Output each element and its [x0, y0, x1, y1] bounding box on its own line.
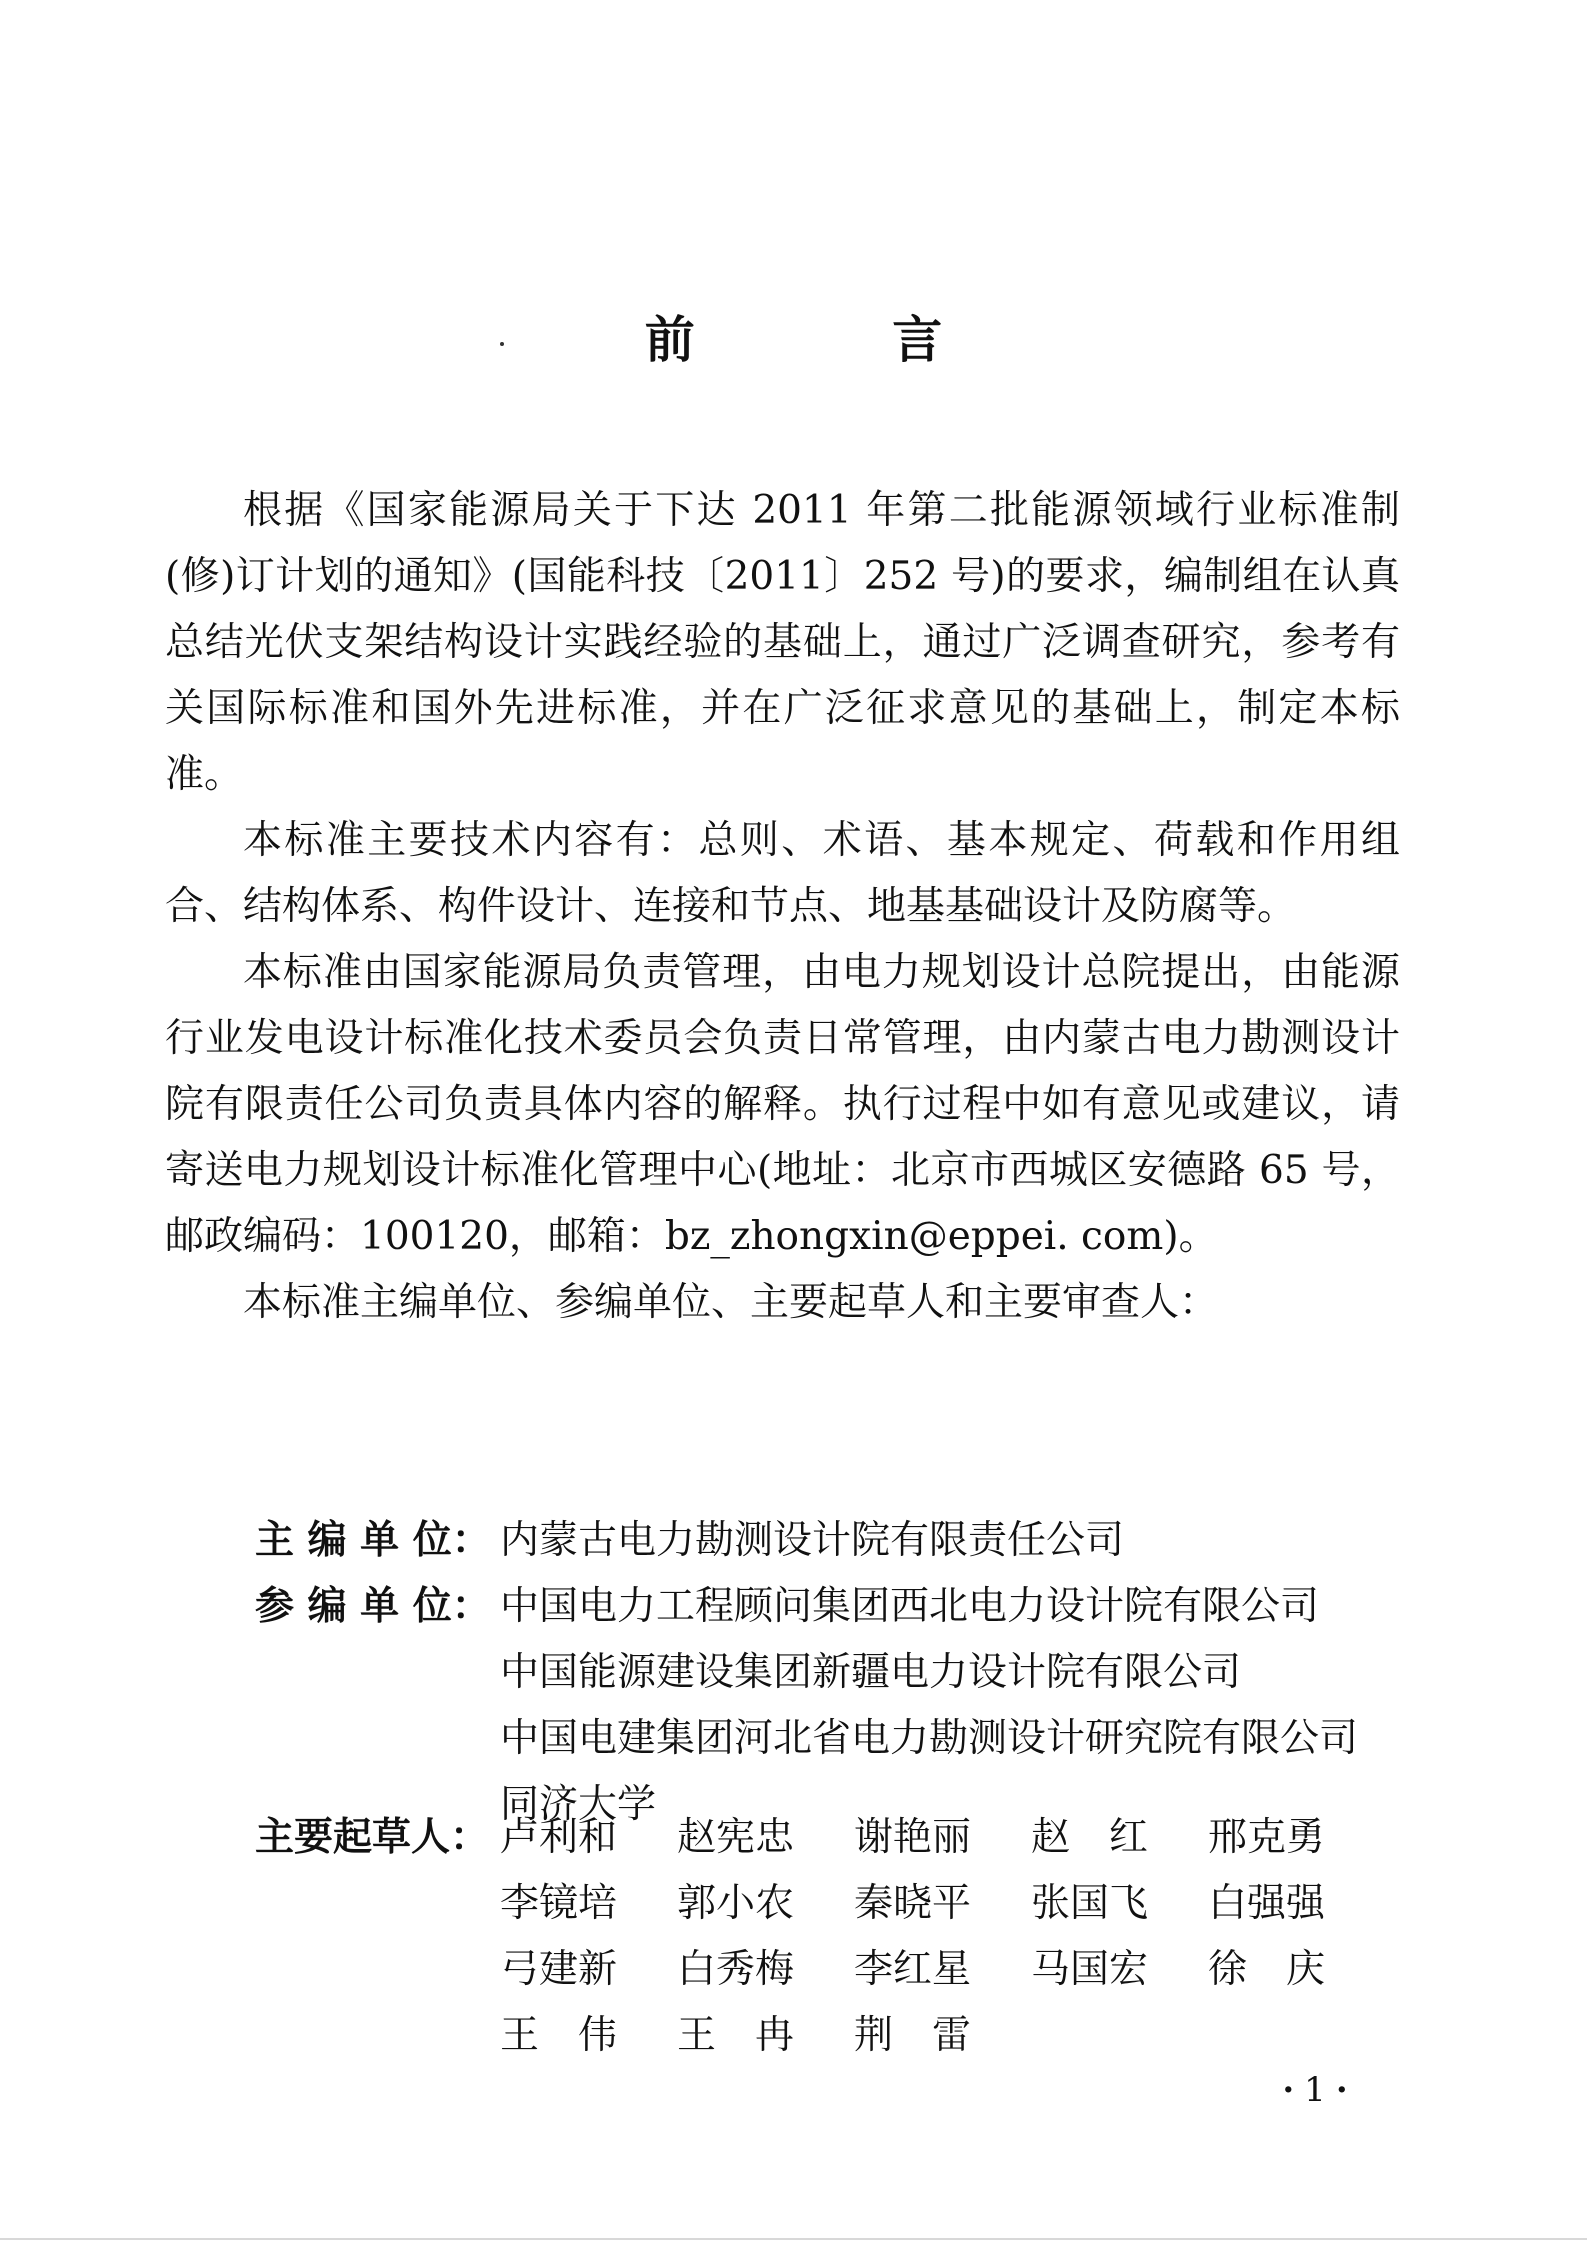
drafter-name: 赵宪忠 — [677, 1815, 795, 1860]
participating-units-row — [255, 1574, 1415, 1838]
drafters-section — [255, 1805, 1385, 2069]
page-number-value: 1 — [1304, 2070, 1326, 2110]
drafter-name: 李红星 — [854, 1947, 972, 1992]
scan-edge-line — [0, 2238, 1587, 2240]
drafter-name: 马国宏 — [1031, 1947, 1149, 1992]
chief-unit-row — [255, 1508, 1415, 1574]
drafter-name: 邢克勇 — [1208, 1815, 1326, 1860]
participating-unit: 同济大学 — [500, 1782, 657, 1827]
drafter-name: 郭小农 — [677, 1881, 795, 1926]
page-title: 前 言 — [644, 311, 1033, 369]
drafter-name: 白秀梅 — [677, 1947, 795, 1992]
drafter-name: 赵 红 — [1031, 1815, 1149, 1860]
drafter-name: 王 冉 — [677, 2013, 795, 2058]
drafter-name: 王 伟 — [500, 2013, 618, 2058]
paragraph-content: 本标准主要技术内容有：总则、术语、基本规定、荷载和作用组合、结构体系、构件设计、连接和节点、地基基础设计及防腐等。 — [165, 818, 1400, 929]
drafter-name: 弓建新 — [500, 1947, 618, 1992]
participating-unit: 中国电力工程顾问集团西北电力设计院有限公司 — [500, 1584, 1320, 1629]
stray-dot-mark — [500, 342, 504, 346]
paragraph-units-intro: 本标准主编单位、参编单位、主要起草人和主要审查人： — [243, 1280, 1219, 1325]
drafters-names — [500, 1805, 1385, 2069]
drafter-name: 张国飞 — [1031, 1881, 1149, 1926]
paragraph-management: 本标准由国家能源局负责管理，由电力规划设计总院提出，由能源行业发电设计标准化技术委员会负责日常管理，由内蒙古电力勘测设计院有限责任公司负责具体内容的解释。执行过程中如有意见或建议，请寄送电力规划设计标准化管理中心(地址：北京市西城区安德路 65 号，邮政编码：100120，邮箱：bz_zhongxin@eppei. com)。 — [165, 950, 1400, 1259]
participating-units-label: 参 编 单 位： — [255, 1584, 491, 1629]
drafter-name: 荆 雷 — [854, 2013, 972, 2058]
participating-unit: 中国电建集团河北省电力勘测设计研究院有限公司 — [500, 1716, 1359, 1761]
units-list — [255, 1508, 1415, 1838]
drafter-name: 李镜培 — [500, 1881, 618, 1926]
drafter-name: 卢利和 — [500, 1815, 618, 1860]
paragraph-basis: 根据《国家能源局关于下达 2011 年第二批能源领域行业标准制(修)订计划的通知》(国能科技〔2011〕252 号)的要求，编制组在认真总结光伏支架结构设计实践经验的基础上，通过广泛调查研究，参考有关国际标准和国外先进标准，并在广泛征求意见的基础上，制定本标准。 — [165, 488, 1400, 797]
chief-unit-value: 内蒙古电力勘测设计院有限责任公司 — [500, 1518, 1125, 1563]
page-number-dot: · — [1282, 2070, 1295, 2110]
page-number — [1240, 2070, 1390, 2110]
page-number-dot: · — [1335, 2070, 1348, 2110]
drafter-name: 秦晓平 — [854, 1881, 972, 1926]
drafters-label: 主要起草人： — [255, 1815, 490, 1860]
drafter-name: 白强强 — [1208, 1881, 1326, 1926]
drafter-name: 徐 庆 — [1208, 1947, 1326, 1992]
preface-body — [165, 478, 1400, 1336]
chief-unit-label: 主 编 单 位： — [255, 1518, 491, 1563]
drafter-name: 谢艳丽 — [854, 1815, 972, 1860]
participating-unit: 中国能源建设集团新疆电力设计院有限公司 — [500, 1650, 1242, 1695]
